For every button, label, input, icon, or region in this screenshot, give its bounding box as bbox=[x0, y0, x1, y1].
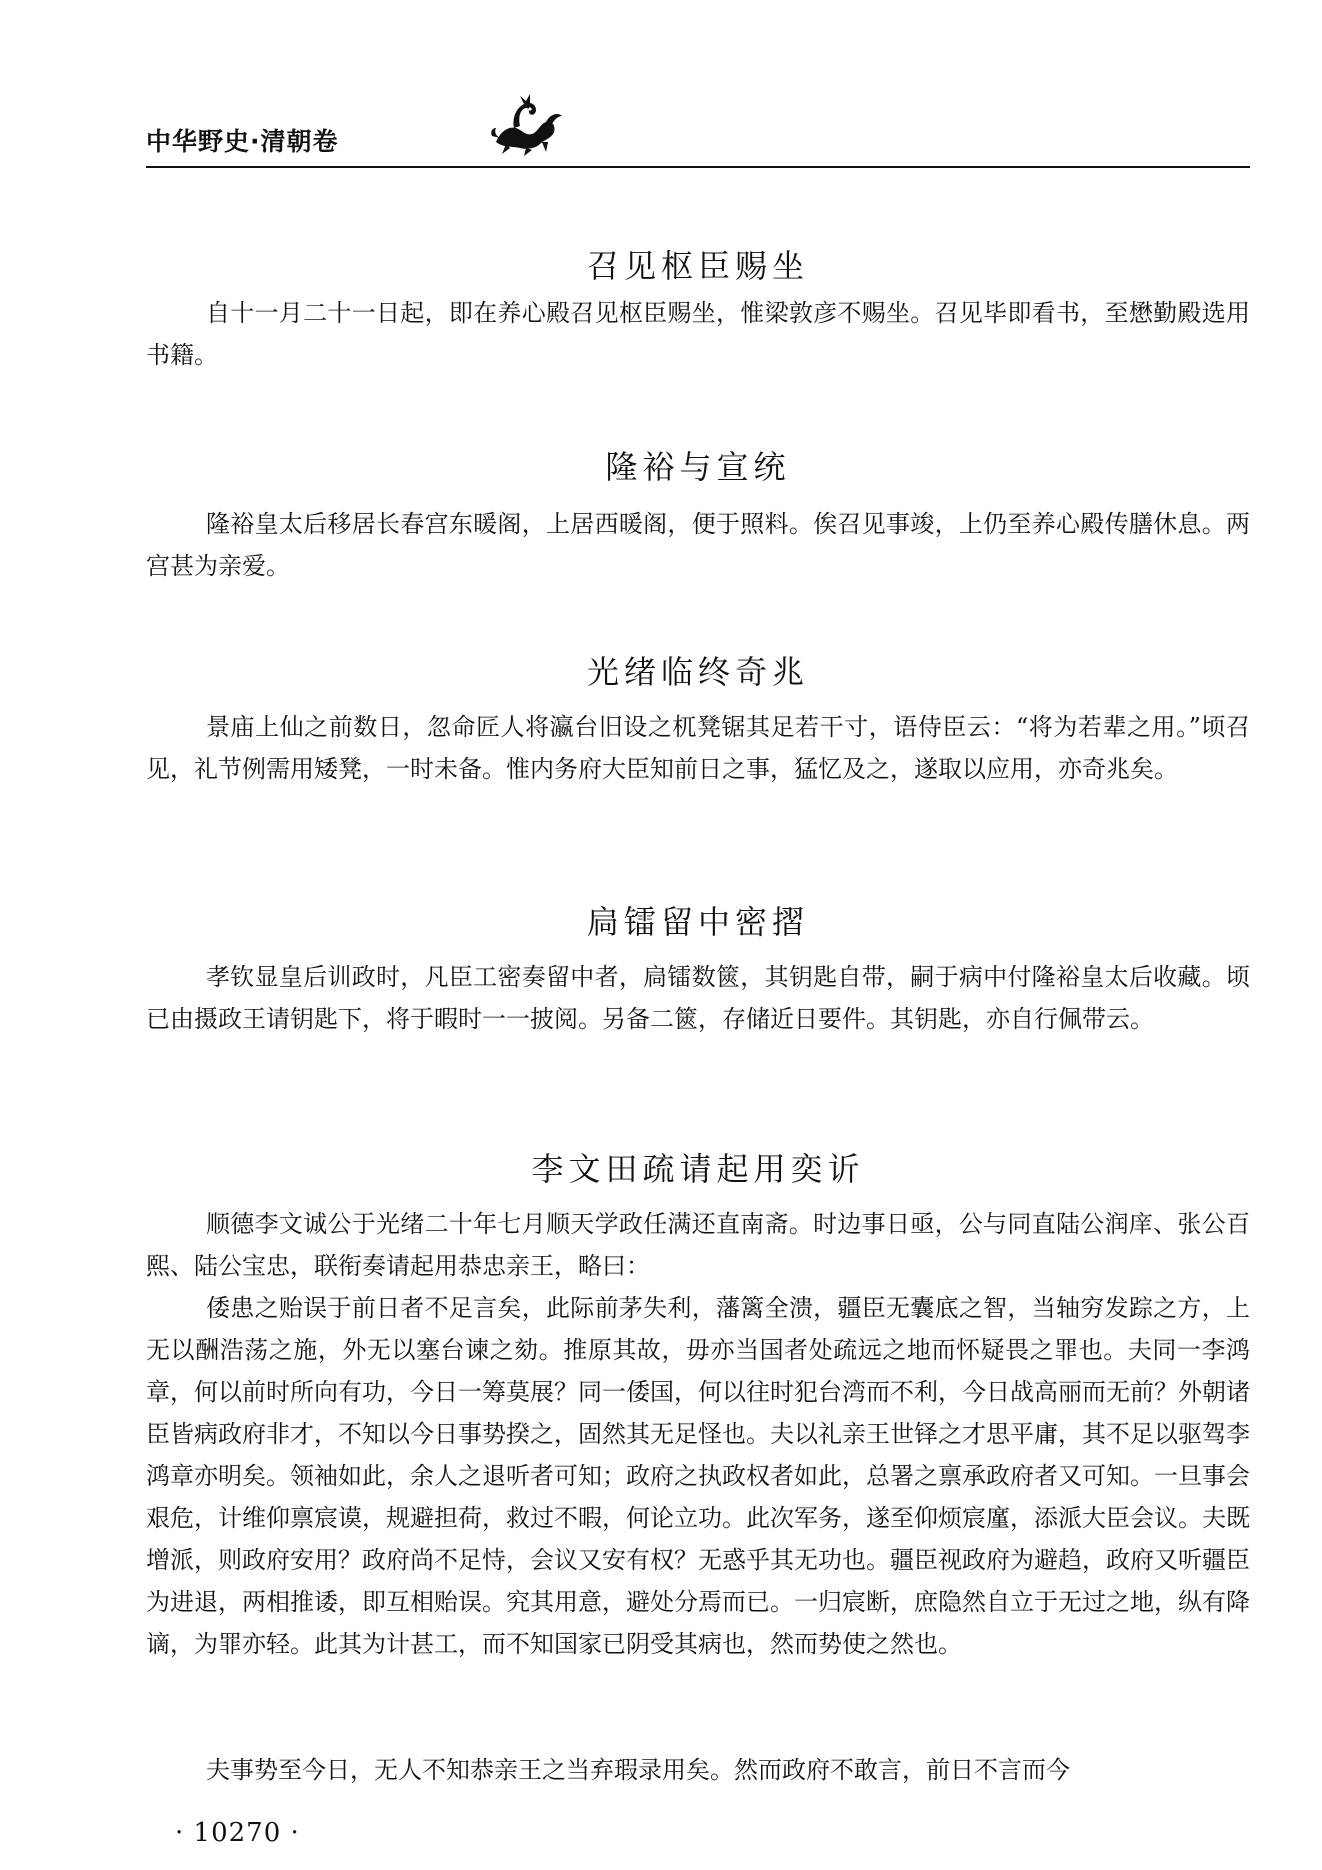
section-title: 召见枢臣赐坐 bbox=[586, 246, 809, 285]
section-title: 李文田疏请起用奕䜣 bbox=[531, 1149, 865, 1188]
book-title: 中华野史·清朝卷 bbox=[146, 127, 339, 156]
paragraph: 夫事势至今日，无人不知恭亲王之当弃瑕录用矣。然而政府不敢言，前日不言而今 bbox=[206, 1756, 1070, 1784]
page-number: · 10270 · bbox=[175, 1818, 300, 1848]
paragraph: 孝钦显皇后训政时，凡臣工密奏留中者，扃镭数篋，其钥匙自带，嗣于病中付隆裕皇太后收藏。顷已由摄政王请钥匙下，将于暇时一一披阅。另备二篋，存储近日要件。其钥匙，亦自行佩带云。 bbox=[146, 963, 1250, 1033]
section-title: 光绪临终奇兆 bbox=[586, 652, 809, 691]
paragraph: 景庙上仙之前数日，忽命匠人将瀛台旧设之杌凳锯其足若干寸，语侍臣云：“将为若辈之用。”顷召见，礼节例需用矮凳，一时未备。惟内务府大臣知前日之事，猛忆及之，遂取以应用，亦奇兆矣。 bbox=[146, 713, 1250, 783]
page-header bbox=[146, 110, 1250, 170]
paragraph: 倭患之贻误于前日者不足言矣，此际前茅失利，藩篱全溃，疆臣无囊底之智，当轴穷发踪之方，上无以酬浩荡之施，外无以塞台谏之劾。推原其故，毋亦当国者处疏远之地而怀疑畏之罪也。夫同一李鸿章，何以前时所向有功，今日一筹莫展？同一倭国，何以往时犯台湾而不利，今日战高丽而无前？外朝诸臣皆病政府非才，不知以今日事势揆之，固然其无足怪也。夫以礼亲王世铎之才思平庸，其不足以驱驾李鸿章亦明矣。领袖如此，余人之退听者可知；政府之执政权者如此，总署之禀承政府者又可知。一旦事会艰危，计维仰禀宸谟，规避担荷，救过不暇，何论立功。此次军务，遂至仰烦宸廑，添派大臣会议。夫既增派，则政府安用？政府尚不足恃，会议又安有权？无惑乎其无功也。疆臣视政府为避趋，政府又听疆臣为进退，两相推诿，即互相贻误。究其用意，避处分焉而已。一归宸断，庶隐然自立于无过之地，纵有降谪，为罪亦轻。此其为计甚工，而不知国家已阴受其病也，然而势使之然也。 bbox=[146, 1294, 1250, 1658]
header-divider bbox=[146, 166, 1250, 168]
paragraph: 隆裕皇太后移居长春宫东暖阁，上居西暖阁，便于照料。俟召见事竣，上仍至养心殿传膳休息。两宫甚为亲爱。 bbox=[146, 510, 1250, 580]
dragon-emblem-icon bbox=[486, 92, 566, 156]
section-title: 隆裕与宣统 bbox=[605, 447, 791, 486]
section-title: 扃镭留中密摺 bbox=[586, 902, 809, 941]
paragraph: 顺德李文诚公于光绪二十年七月顺天学政任满还直南斋。时边事日亟，公与同直陆公润庠、张公百熙、陆公宝忠，联衔奏请起用恭忠亲王，略曰： bbox=[146, 1210, 1250, 1280]
paragraph: 自十一月二十一日起，即在养心殿召见枢臣赐坐，惟梁敦彦不赐坐。召见毕即看书，至懋勤殿选用书籍。 bbox=[146, 299, 1250, 369]
